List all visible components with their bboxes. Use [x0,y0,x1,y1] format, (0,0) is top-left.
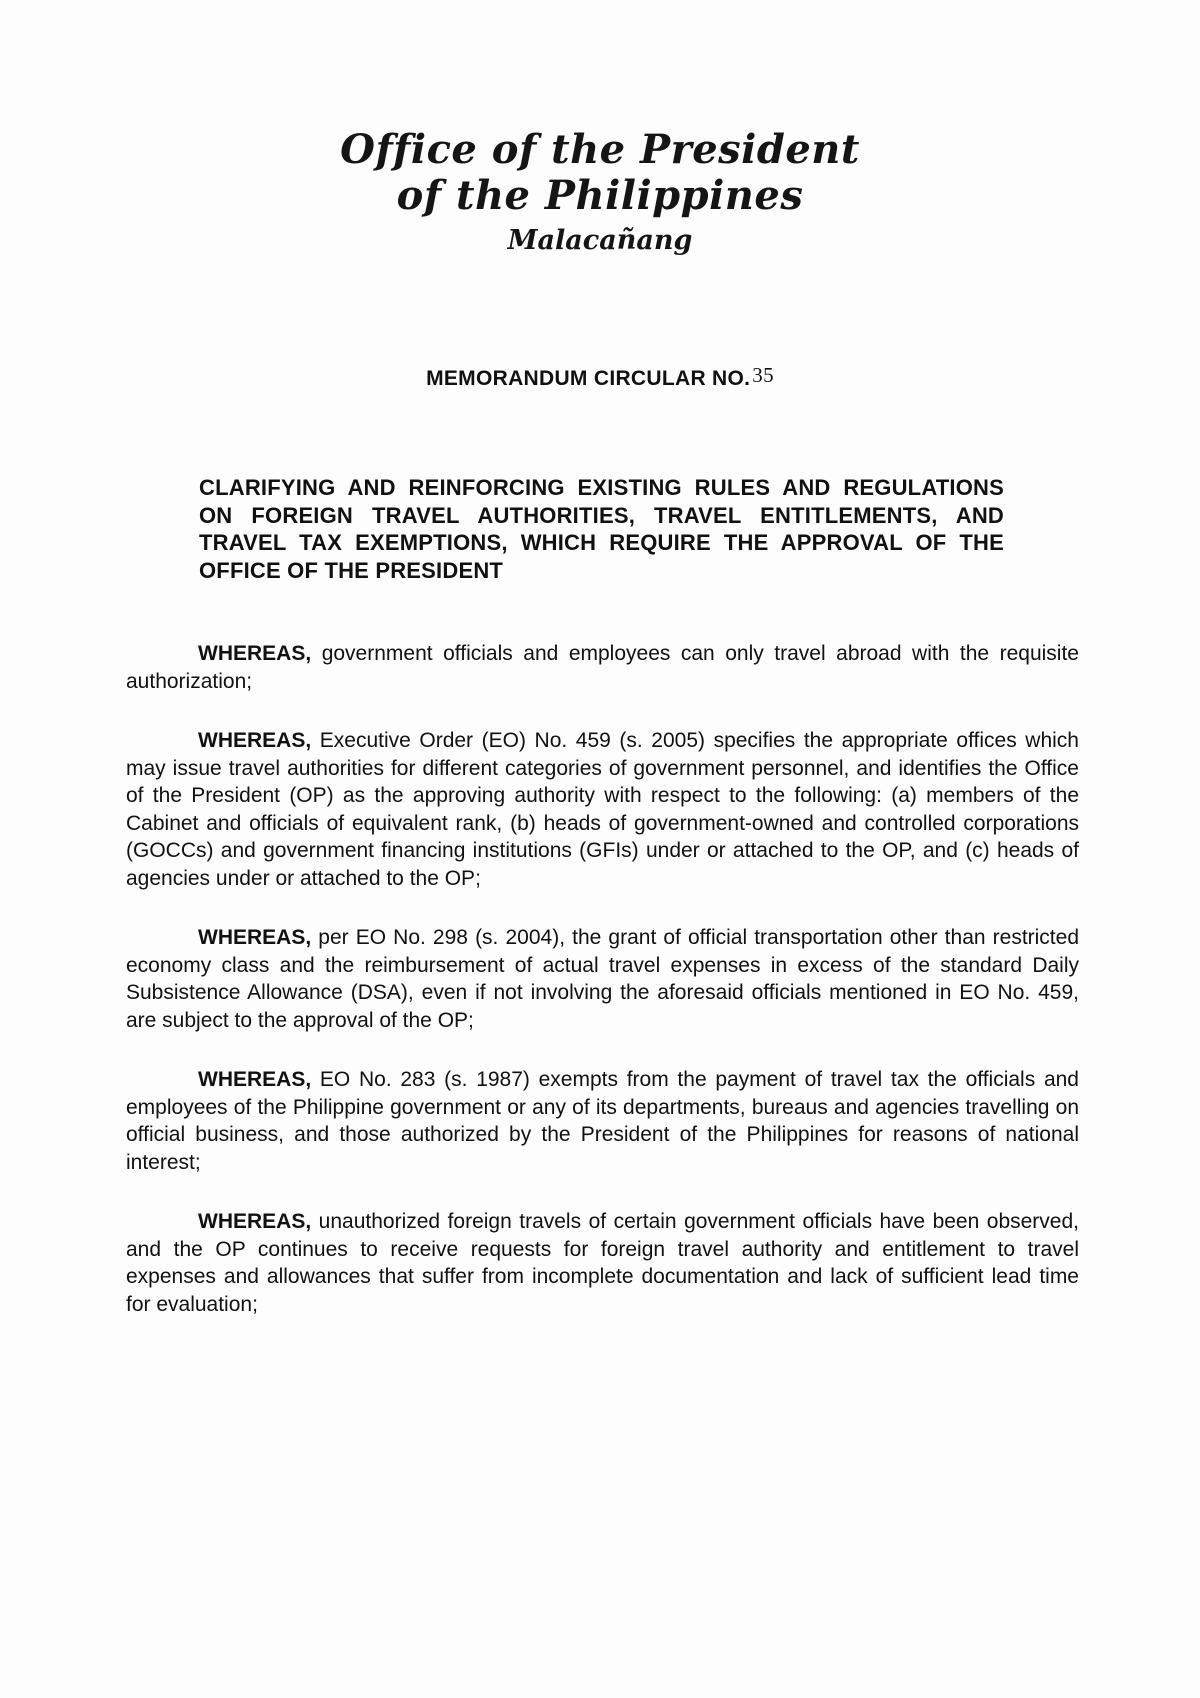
paragraph [126,1066,1079,1176]
paragraph-lead: WHEREAS, [198,642,312,665]
paragraph [126,1208,1079,1318]
paragraph-lead: WHEREAS, [198,1068,312,1091]
paragraph [126,727,1079,892]
paragraph-text: EO No. 283 (s. 1987) exempts from the payment of travel tax the officials and employees of the Philippine government or any of its departments, bureaus and agencies travelling on official business, and those authorized by the President of the Philippines for reasons of national interest; [126,1068,1079,1174]
letterhead-country: of the Philippines [396,172,804,219]
document-body [126,640,1079,1350]
paragraph-lead: WHEREAS, [198,1210,312,1233]
paragraph-lead: WHEREAS, [198,926,312,949]
paragraph-text: Executive Order (EO) No. 459 (s. 2005) specifies the appropriate offices which may issue travel authorities for different categories of government personnel, and identifies the Office of the President (OP) as the approving authority with respect to the following: (a) members of the Cabinet and officials of equivalent rank, (b) heads of government-owned and controlled corporations (GOCCs) and government financing institutions (GFIs) under or attached to the OP, and (c) heads of agencies under or attached to the OP; [126,729,1079,890]
document-title: CLARIFYING AND REINFORCING EXISTING RULES AND REGULATIONS ON FOREIGN TRAVEL AUTHORITIES, TRAVEL ENTITLEMENTS, AND TRAVEL TAX EXEMPTIONS, WHICH REQUIRE THE APPROVAL OF THE OFFICE OF THE PRESIDENT [199,475,1004,583]
paragraph [126,924,1079,1034]
paragraph-text: government officials and employees can only travel abroad with the requisite authorization; [126,642,1079,693]
circular-number: 35 [752,363,774,387]
letterhead-place: Malacañang [507,225,693,256]
paragraph-lead: WHEREAS, [198,729,312,752]
paragraph-text: per EO No. 298 (s. 2004), the grant of official transportation other than restricted economy class and the reimbursement of actual travel expenses in excess of the standard Daily Subsistence Allowance (DSA), even if not involving the aforesaid officials mentioned in EO No. 459, are subject to the approval of the OP; [126,926,1079,1032]
circular-label: MEMORANDUM CIRCULAR NO. [426,367,751,390]
paragraph [126,640,1079,695]
letterhead [0,128,1200,258]
letterhead-office: Office of the President [340,126,860,173]
circular-heading [0,363,1200,391]
paragraph-text: unauthorized foreign travels of certain government officials have been observed, and the OP continues to receive requests for foreign travel authority and entitlement to travel expenses and allowances that suffer from incomplete documentation and lack of sufficient lead time for evaluation; [126,1210,1079,1316]
